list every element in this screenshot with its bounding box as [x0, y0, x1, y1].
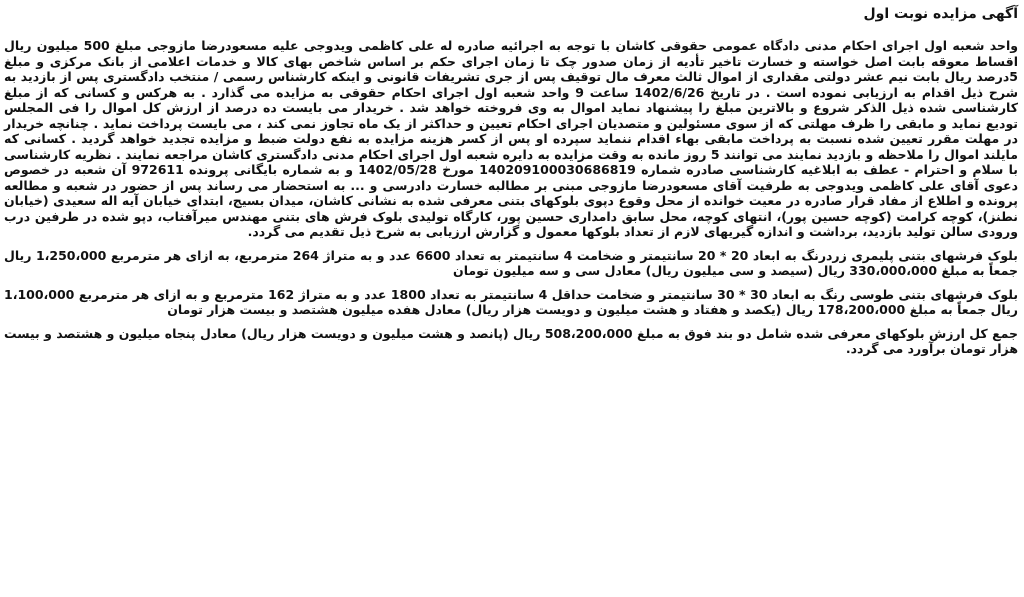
auction-notice	[4, 4, 1018, 357]
item-grey-pavers: بلوک فرشهای بتنی طوسی رنگ به ابعاد 30 * 30 سانتیمتر و ضخامت حداقل 4 سانتیمتر به تعداد 1800 عدد و به متراژ 162 مترمربع و به ازای هر مترمربع 1،100،000 ریال جمعاً به مبلغ 178،200،000 ریال (یکصد و هفتاد و هشت میلیون و دویست هزار ریال) معادل هفده میلیون هشتصد و بیست هزار تومان	[4, 286, 1019, 317]
notice-title: آگهی مزایده نوبت اول	[863, 6, 1018, 22]
item-yellow-pavers: بلوک فرشهای بتنی پلیمری زردرنگ به ابعاد 20 * 20 سانتیمتر و ضخامت 4 سانتیمتر به تعداد 6600 عدد و به متراژ 264 مترمربع، به ازای هر مترمربع 1،250،000 ریال جمعاً به مبلغ 330،000،000 ریال (سیصد و سی میلیون ریال) معادل سی و سه میلیون تومان	[4, 247, 1018, 278]
notice-body-paragraph: واحد شعبه اول اجرای احکام مدنی دادگاه عمومی حقوقی کاشان با توجه به اجرائیه صادره له علی کاظمی ویدوجی علیه مسعودرضا مازوجی مبلغ 500 میلیون ریال اقساط معوقه بابت اصل خواسته و خسارت تاخیر تأدیه از زمان صدور چک تا زمان اجرای حکم بر اساس شاخص بهای کالا و خدمات اعلامی از بانک مرکزی و مبلغ 5درصد ریال بابت نیم عشر دولتی مقداری از اموال ثالث معرف مال توقیف پس از جری تشریفات قانونی و اینکه کارشناس رسمی / منتخب دادگستری پس از بازدید به شرح ذیل اقدام به ارزیابی نموده است . در تاریخ 1402/6/26 ساعت 9 واحد شعبه اول اجرای احکام حقوقی به مزایده می گذارد . به هرکس و کسانی که از مبلغ کارشناسی شده ذیل الذکر شروع و بالاترین مبلغ را پیشنهاد نماید اموال به وی فروخته خواهد شد . خریدار می بایست ده درصد از ارزش کل اموال را فی المجلس تودیع نماید و مابقی را ظرف مهلتی که از سوی مسئولین و متصدیان اجرای احکام تعیین و حداکثر از یک ماه تجاوز نمی کند ، می بایست پرداخت نماید . چنانچه خریدار در مهلت مقرر تعیین شده نسبت به پرداخت مابقی بهاء اقدام ننماید سپرده او پس از کسر هزینه مزایده به نفع دولت ضبط و مزایده تجدید خواهد گردید . کسانی که مایلند اموال را ملاحظه و بازدید نمایند می توانند 5 روز مانده به وقت مزایده به دایره شعبه اول اجرای احکام مدنی دادگستری کاشان مراجعه نمایند . نظریه کارشناسی با سلام و احترام - عطف به ابلاغیه کارشناسی صادره شماره 140209100030686819 مورخ 1402/05/28 و به شماره بایگانی پرونده 972611 آن شعبه در خصوص دعوی آقای علی کاظمی ویدوجی به طرفیت آقای مسعودرضا مازوجی مبنی بر مطالبه خسارت دادرسی و ... به استحضار می رساند پس از حضور در شعبه و مطالعه پرونده و اطلاع از مفاد قرار صادره در معیت خوانده از محل وقوع دپوی بلوکهای بتنی معرفی شده به نشانی کاشان، میدان بسیج، ابتدای خیابان آیه اله سعیدی (خیابان نطنز)، کوچه کرامت (کوچه حسین پور)، انتهای کوچه، محل سابق دامداری حسین پور، کارگاه تولیدی بلوک فرش های بتنی مهندس میرآفتاب، دپو شده در طرفین درب ورودی سالن تولید بازدید، برداشت و اندازه گیریهای لازم از تعداد بلوکها معمول و گزارش ارزیابی به شرح ذیل تقدیم می گردد.	[4, 38, 1019, 239]
total-valuation: جمع کل ارزش بلوکهای معرفی شده شامل دو بند فوق به مبلغ 508،200،000 ریال (پانصد و هشت میلیون و دویست هزار ریال) معادل پنجاه میلیون و هشتصد و بیست هزار تومان برآورد می گردد.	[4, 325, 1018, 356]
